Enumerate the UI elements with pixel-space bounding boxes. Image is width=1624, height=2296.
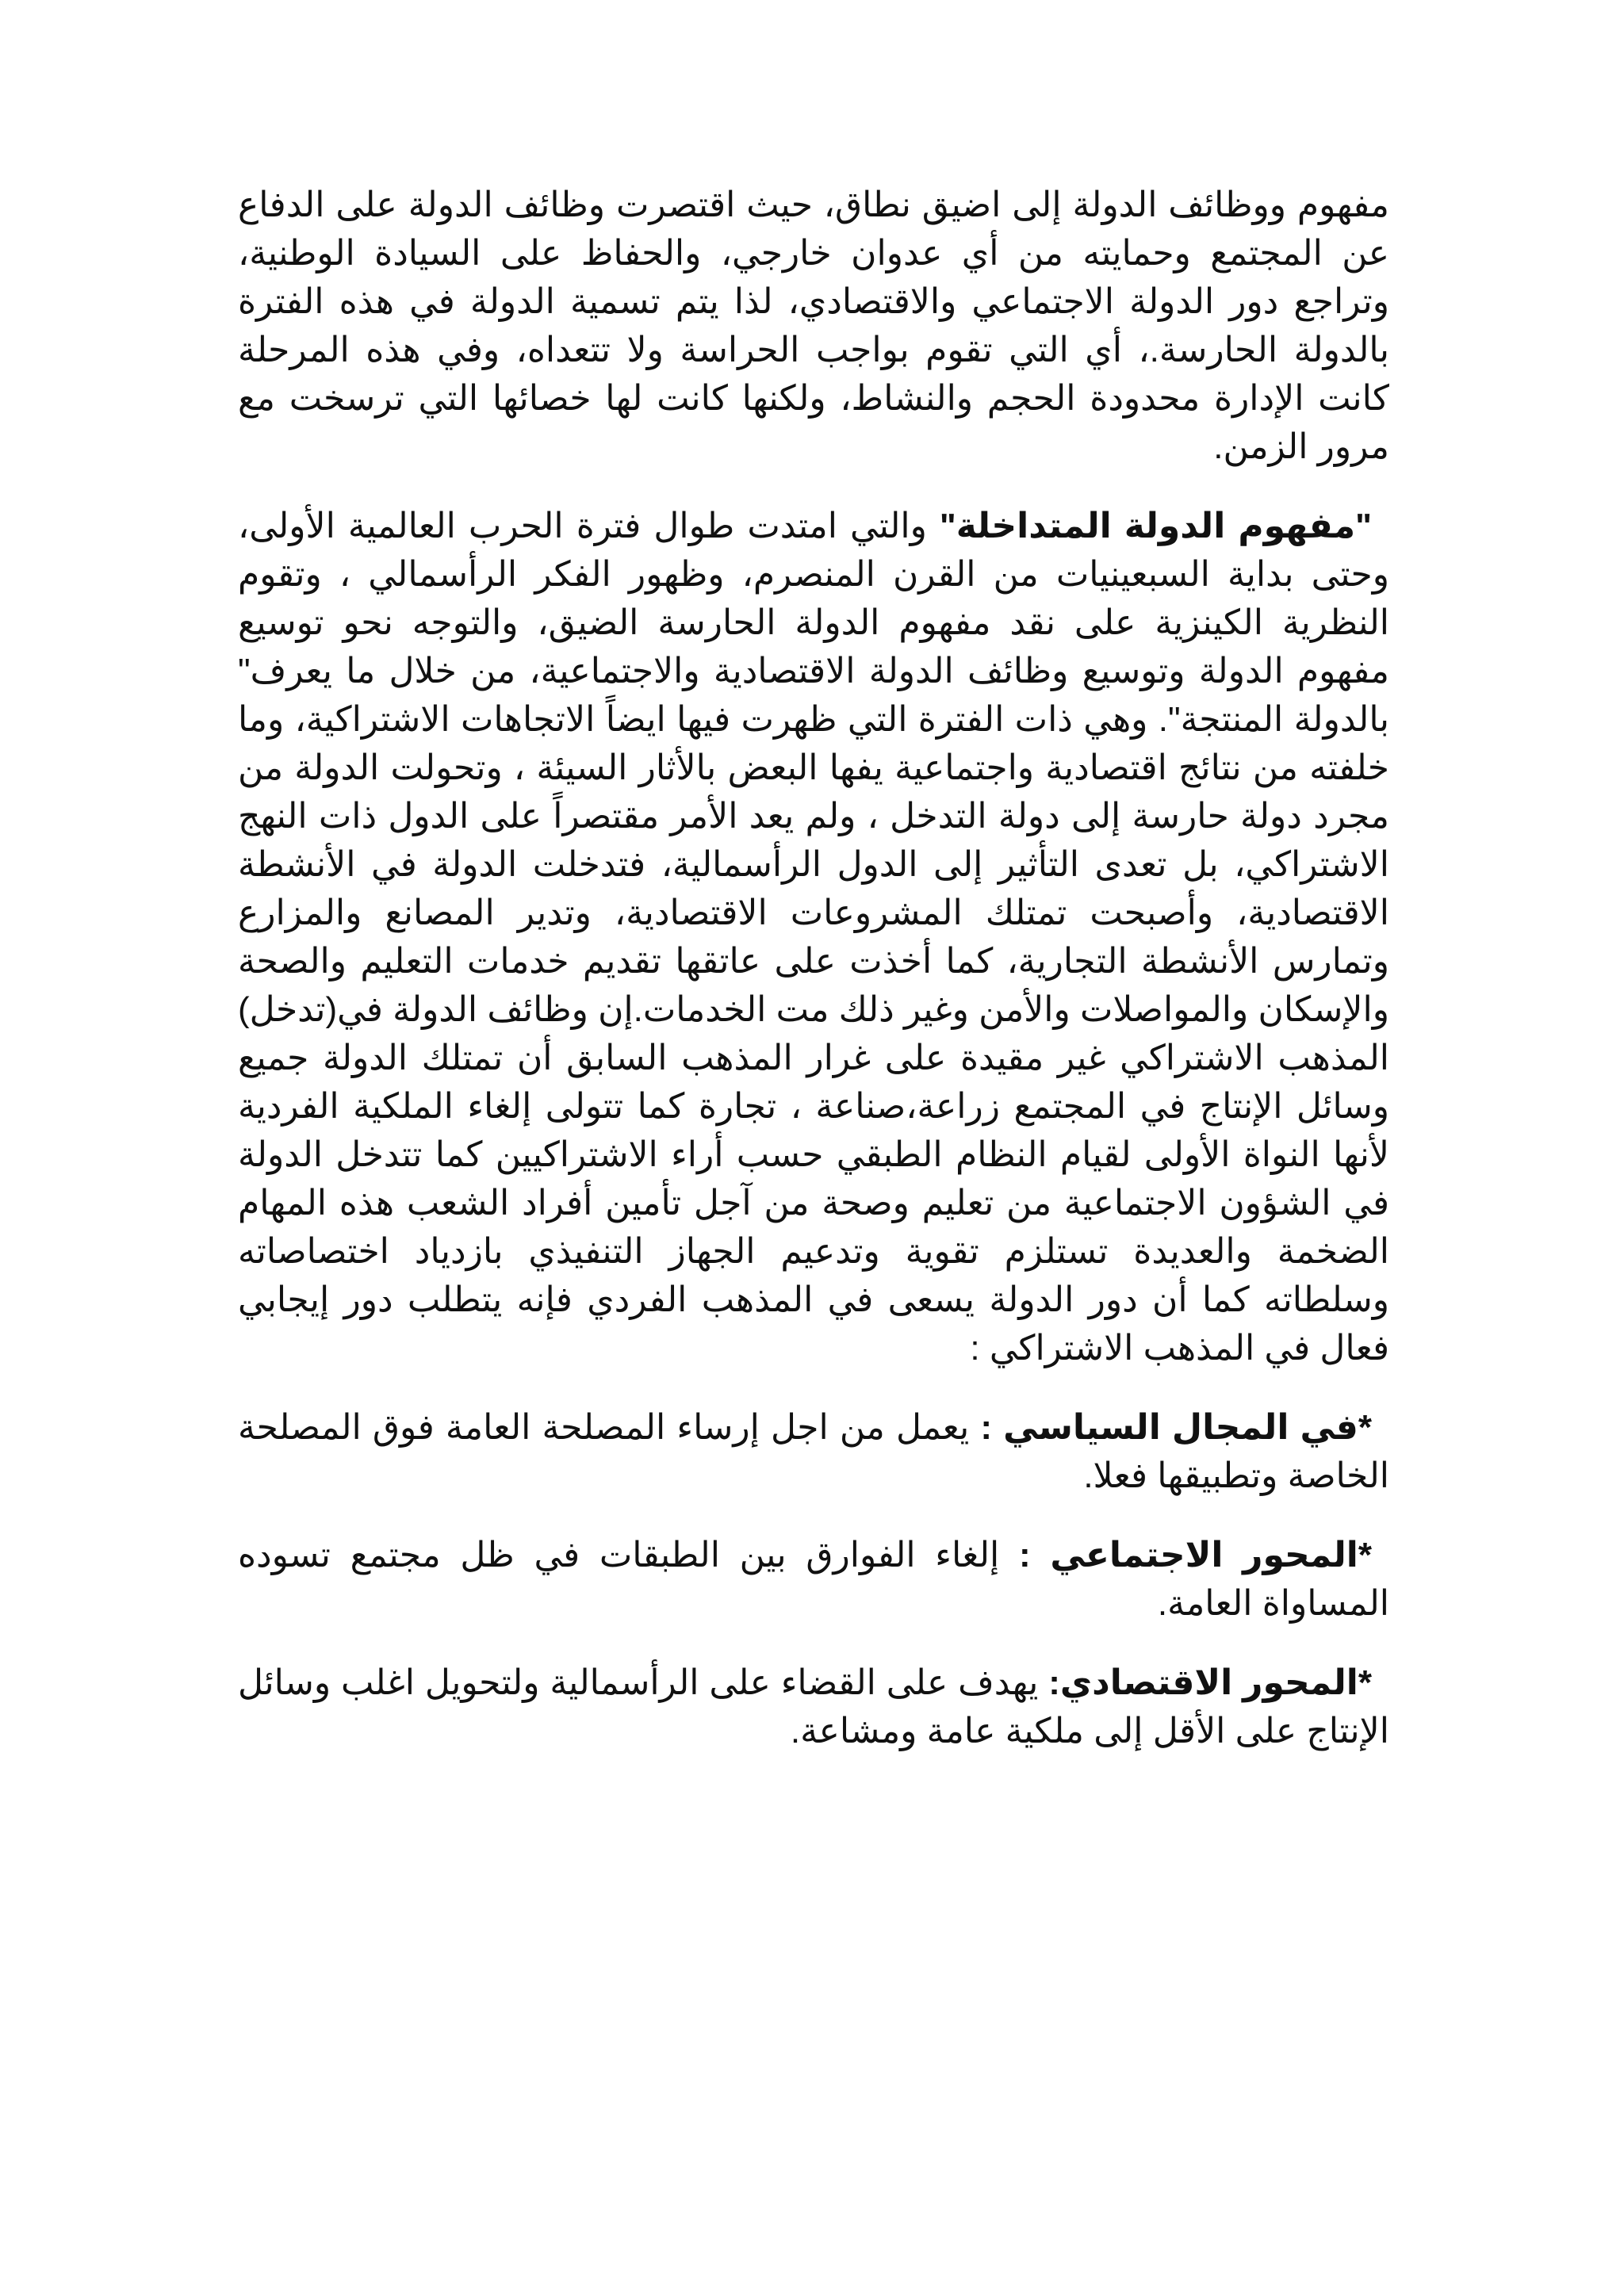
paragraph-text: والتي امتدت طوال فترة الحرب العالمية الأولى، وحتى بداية السبعينيات من القرن المنصرم، وظهور الفكر الرأسمالي ، وتقوم النظرية الكينزية على نقد مفهوم الدولة الحارسة الضيق، والتوجه نحو توسيع مفهوم الدولة وتوسيع وظائف الدولة الاقتصادية والاجتماعية، من خلال ما يعرف" بالدولة المنتجة". وهي ذات الفترة التي ظهرت فيها ايضاً الاتجاهات الاشتراكية، وما خلفته من نتائج اقتصادية واجتماعية يفها البعض بالأثار السيئة ، وتحولت الدولة من مجرد دولة حارسة إلى دولة التدخل ، ولم يعد الأمر مقتصراً على الدول ذات النهج الاشتراكي، بل تعدى التأثير إلى الدول الرأسمالية، فتدخلت الدولة في الأنشطة الاقتصادية، وأصبحت تمتلك المشروعات الاقتصادية، وتدير المصانع والمزارع وتمارس الأنشطة التجارية، كما أخذت على عاتقها تقديم خدمات التعليم والصحة والإسكان والمواصلات والأمن وغير ذلك مت الخدمات.إن وظائف الدولة في(تدخل) المذهب الاشتراكي غير مقيدة على غرار المذهب السابق أن تمتلك الدولة جميع وسائل الإنتاج في المجتمع زراعة،صناعة ، تجارة كما تتولى إلغاء الملكية الفردية لأنها النواة الأولى لقيام النظام الطبقي حسب أراء الاشتراكيين كما تتدخل الدولة في الشؤون الاجتماعية من تعليم وصحة من آجل تأمين أفراد الشعب هذه المهام الضخمة والعديدة تستلزم تقوية وتدعيم الجهاز التنفيذي بازدياد اختصاصاته وسلطاته كما أن دور الدولة يسعى في المذهب الفردي فإنه يتطلب دور إيجابي فعال في المذهب الاشتراكي :	[238, 507, 1389, 1368]
paragraph-guardian-state	[238, 181, 1389, 471]
paragraph-text: مفهوم ووظائف الدولة إلى اضيق نطاق، حيث اقتصرت وظائف الدولة على الدفاع عن المجتمع وحمايته من أي عدوان خارجي، والحفاظ على السيادة الوطنية، وتراجع دور الدولة الاجتماعي والاقتصادي، لذا يتم تسمية الدولة في هذه الفترة بالدولة الحارسة.، أي التي تقوم بواجب الحراسة ولا تتعداه، وفي هذه المرحلة كانت الإدارة محدودة الحجم والنشاط، ولكنها كانت لها خصائها التي ترسخت مع مرور الزمن.	[238, 186, 1389, 466]
paragraph-heading: "مفهوم الدولة المتداخلة"	[939, 507, 1372, 545]
paragraph-interventionist-state	[238, 502, 1389, 1372]
document-page	[238, 181, 1389, 1786]
paragraph-heading: *المحور الاقتصادي:	[1048, 1663, 1372, 1702]
paragraph-text: يعمل من اجل إرساء المصلحة العامة فوق المصلحة الخاصة وتطبيقها فعلا.	[238, 1408, 1389, 1495]
paragraph-text: إلغاء الفوارق بين الطبقات في ظل مجتمع تسوده المساواة العامة.	[238, 1536, 1389, 1623]
paragraph-heading: *المحور الاجتماعي :	[1018, 1536, 1372, 1575]
paragraph-social-axis	[238, 1531, 1389, 1628]
paragraph-political-field	[238, 1403, 1389, 1500]
paragraph-economic-axis	[238, 1659, 1389, 1755]
paragraph-heading: *في المجال السياسي :	[980, 1408, 1372, 1447]
paragraph-text: يهدف على القضاء على الرأسمالية ولتحويل اغلب وسائل الإنتاج على الأقل إلى ملكية عامة ومشاعة.	[238, 1663, 1389, 1751]
